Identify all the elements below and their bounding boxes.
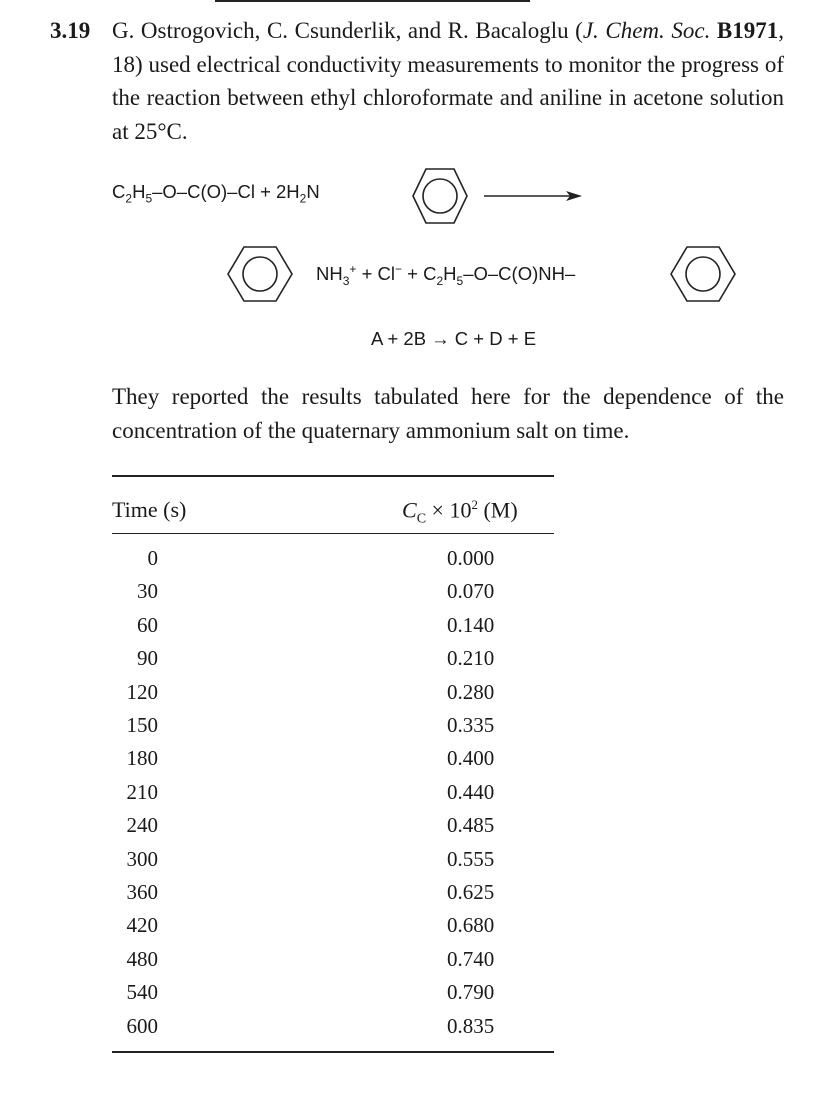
products: $NH_3^+ + Cl^- + C_2H_5-O-C(O)NH-$	[316, 262, 576, 288]
intro-authors: G. Ostrogovich, C. Csunderlik, and R. Bacaloglu (	[112, 18, 583, 43]
table-cell-concentration: 0.440	[447, 779, 495, 804]
intro-rest: , 18) used electrical conductivity measurements to monitor the progress of the reaction between ethyl chloroformate and aniline in acetone solution at 25°C.	[112, 18, 785, 144]
table-cell-time: 120	[126, 679, 158, 704]
problem-intro	[112, 14, 784, 148]
table-cell-concentration: 0.400	[447, 746, 495, 771]
benzene-ring-icon	[225, 238, 315, 310]
journal-name-2: Soc.	[671, 18, 711, 43]
journal-volume: B1971	[716, 18, 779, 43]
table-top-rule	[112, 475, 554, 477]
table-cell-concentration: 0.070	[447, 579, 495, 604]
table-cell-time: 300	[126, 846, 158, 871]
table-cell-time: 240	[126, 813, 158, 838]
benzene-ring-icon	[655, 238, 745, 310]
table-cell-concentration: 0.680	[447, 913, 495, 938]
table-cell-concentration: 0.835	[447, 1013, 495, 1038]
top-rule	[215, 0, 530, 2]
table-cell-concentration: 0.335	[447, 713, 495, 737]
table-cell-time: 30	[137, 579, 158, 604]
table-cell-time: 180	[126, 746, 158, 771]
results-description: They reported the results tabulated here for the dependence of the concentration of the quaternary ammonium salt on time.	[112, 384, 784, 443]
table-cell-concentration: 0.280	[447, 679, 495, 704]
table-cell-concentration: 0.740	[447, 946, 495, 971]
table-cell-time: 90	[137, 646, 158, 671]
table-bottom-rule	[112, 1051, 554, 1053]
table-cell-concentration: 0.790	[447, 980, 495, 1005]
table-cell-time: 0	[147, 546, 158, 570]
journal-name-1: J. Chem.	[582, 18, 665, 43]
column-header-concentration: $C_C \times 10^2$ (M)	[402, 497, 518, 527]
table-cell-concentration: 0.625	[447, 880, 495, 904]
table-cell-concentration: 0.000	[447, 546, 495, 570]
table-cell-concentration: 0.210	[447, 646, 495, 671]
reaction-scheme: A + 2B → C + D + E	[371, 328, 537, 349]
table-cell-time: 60	[137, 612, 158, 637]
table-cell-concentration: 0.140	[447, 612, 495, 637]
reaction-arrow-icon	[484, 186, 584, 206]
problem-number: 3.19	[50, 18, 91, 43]
table-header-rule	[112, 533, 554, 534]
column-header-time: Time (s)	[112, 497, 187, 522]
table-cell-concentration: 0.485	[447, 813, 495, 838]
table-cell-time: 150	[126, 713, 158, 737]
table-cell-time: 480	[126, 946, 158, 971]
table-cell-time: 360	[126, 880, 158, 904]
table-cell-concentration: 0.555	[447, 846, 495, 871]
benzene-ring-icon	[395, 160, 485, 232]
table-cell-time: 540	[126, 980, 158, 1005]
reactants: $C_2H_5-O-C(O)-Cl + 2H_2N$	[112, 181, 320, 206]
table-cell-time: 420	[126, 913, 158, 938]
table-cell-time: 210	[126, 779, 158, 804]
table-cell-time: 600	[126, 1013, 158, 1038]
